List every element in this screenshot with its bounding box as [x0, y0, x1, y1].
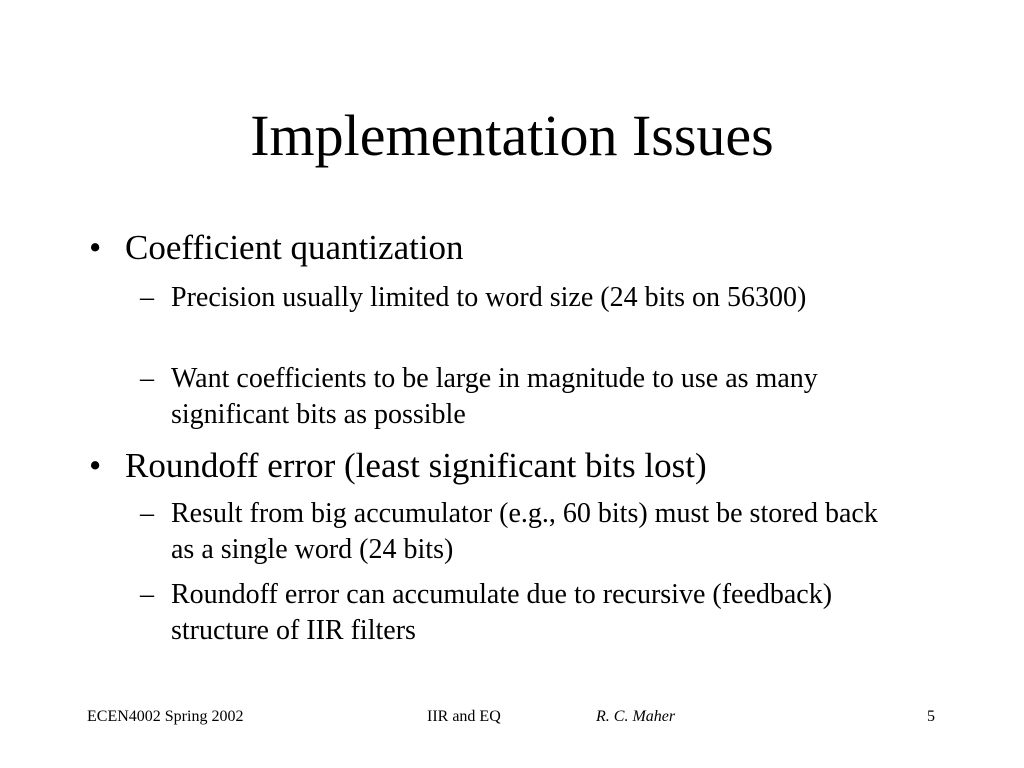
footer-course: ECEN4002 Spring 2002 [87, 708, 244, 725]
footer-author: R. C. Maher [596, 708, 676, 725]
footer-topic: IIR and EQ [427, 708, 501, 725]
sub-bullet-marker: – [140, 282, 154, 313]
bullet-text: Roundoff error (least significant bits lost) [125, 446, 707, 485]
slide-title: Implementation Issues [250, 103, 774, 168]
sub-bullet-text: Precision usually limited to word size (24 bits on 56300) [171, 282, 807, 313]
sub-bullet-marker: – [140, 579, 154, 610]
sub-bullet-marker: – [140, 498, 154, 529]
footer-page-number: 5 [927, 708, 935, 725]
sub-bullet-text: Want coefficients to be large in magnitude to use as many significant bits as possible [171, 363, 818, 430]
sub-bullet-marker: – [140, 363, 154, 394]
bullet-marker: • [89, 228, 102, 267]
sub-bullet-text: Roundoff error can accumulate due to recursive (feedback) structure of IIR filters [171, 579, 833, 646]
sub-bullet-text: Result from big accumulator (e.g., 60 bits) must be stored back as a single word (24 bits) [171, 498, 878, 565]
bullet-text: Coefficient quantization [125, 228, 464, 267]
bullet-marker: • [89, 446, 102, 485]
